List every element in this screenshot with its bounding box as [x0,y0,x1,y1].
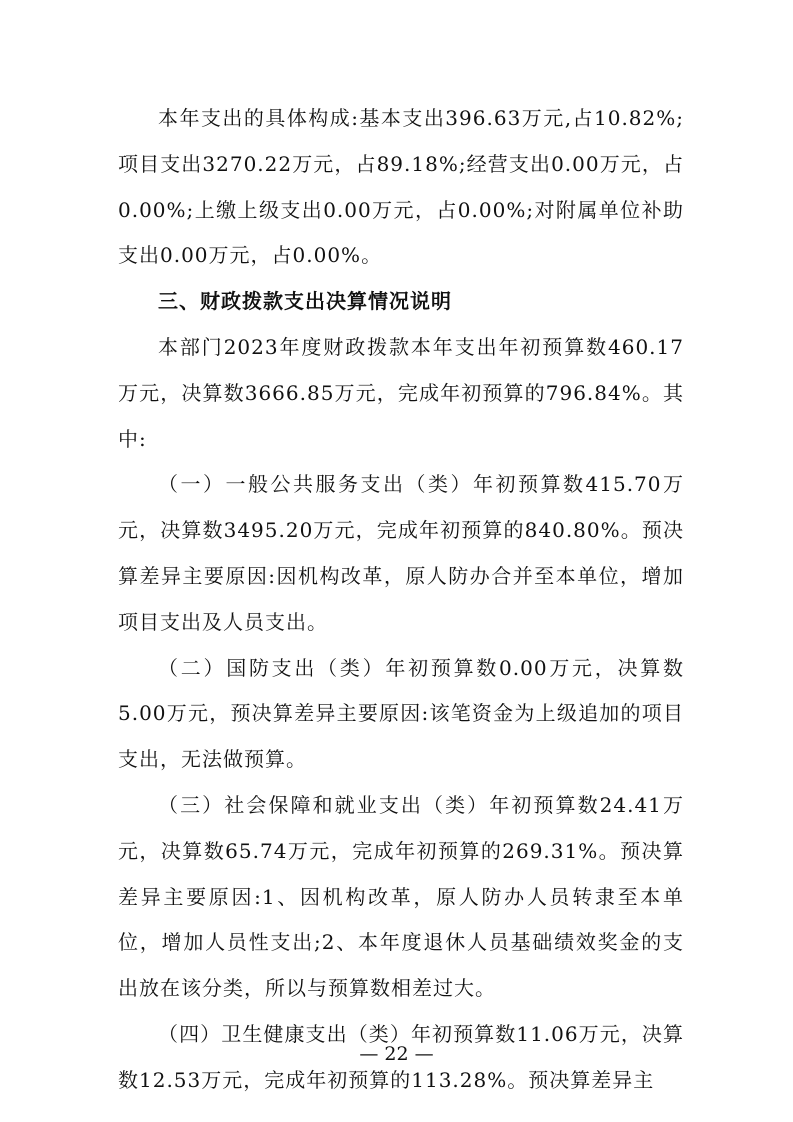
page-number: — 22 — [359,1043,434,1065]
paragraph-fiscal-summary: 本部门2023年度财政拨款本年支出年初预算数460.17万元，决算数3666.85万元，完成年初预算的796.84%。其中: [118,334,684,451]
paragraph-expenditure-composition: 本年支出的具体构成:基本支出396.63万元,占10.82%;项目支出3270.22万元，占89.18%;经营支出0.00万元，占0.00%;上缴上级支出0.00万元，占0.00%;对附属单位补助支出0.00万元，占0.00%。 [118,106,684,268]
paragraph-general-public-services: （一）一般公共服务支出（类）年初预算数415.70万元，决算数3495.20万元，完成年初预算的840.80%。预决算差异主要原因:因机构改革，原人防办合并至本单位，增加项目支出及人员支出。 [118,472,684,634]
paragraph-health: （四）卫生健康支出（类）年初预算数11.06万元，决算数12.53万元，完成年初预算的113.28%。预决算差异主 [118,1021,684,1092]
section-heading-fiscal-appropriation: 三、财政拨款支出决算情况说明 [158,289,452,314]
paragraph-social-security: （三）社会保障和就业支出（类）年初预算数24.41万元，决算数65.74万元，完成年初预算的269.31%。预决算差异主要原因:1、因机构改革，原人防办人员转隶至本单位，增加人员性支出;2、本年度退休人员基础绩效奖金的支出放在该分类，所以与预算数相差过大。 [118,792,684,1001]
paragraph-national-defense: （二）国防支出（类）年初预算数0.00万元，决算数5.00万元，预决算差异主要原因:该笔资金为上级追加的项目支出，无法做预算。 [118,655,684,772]
document-body [118,96,684,1104]
